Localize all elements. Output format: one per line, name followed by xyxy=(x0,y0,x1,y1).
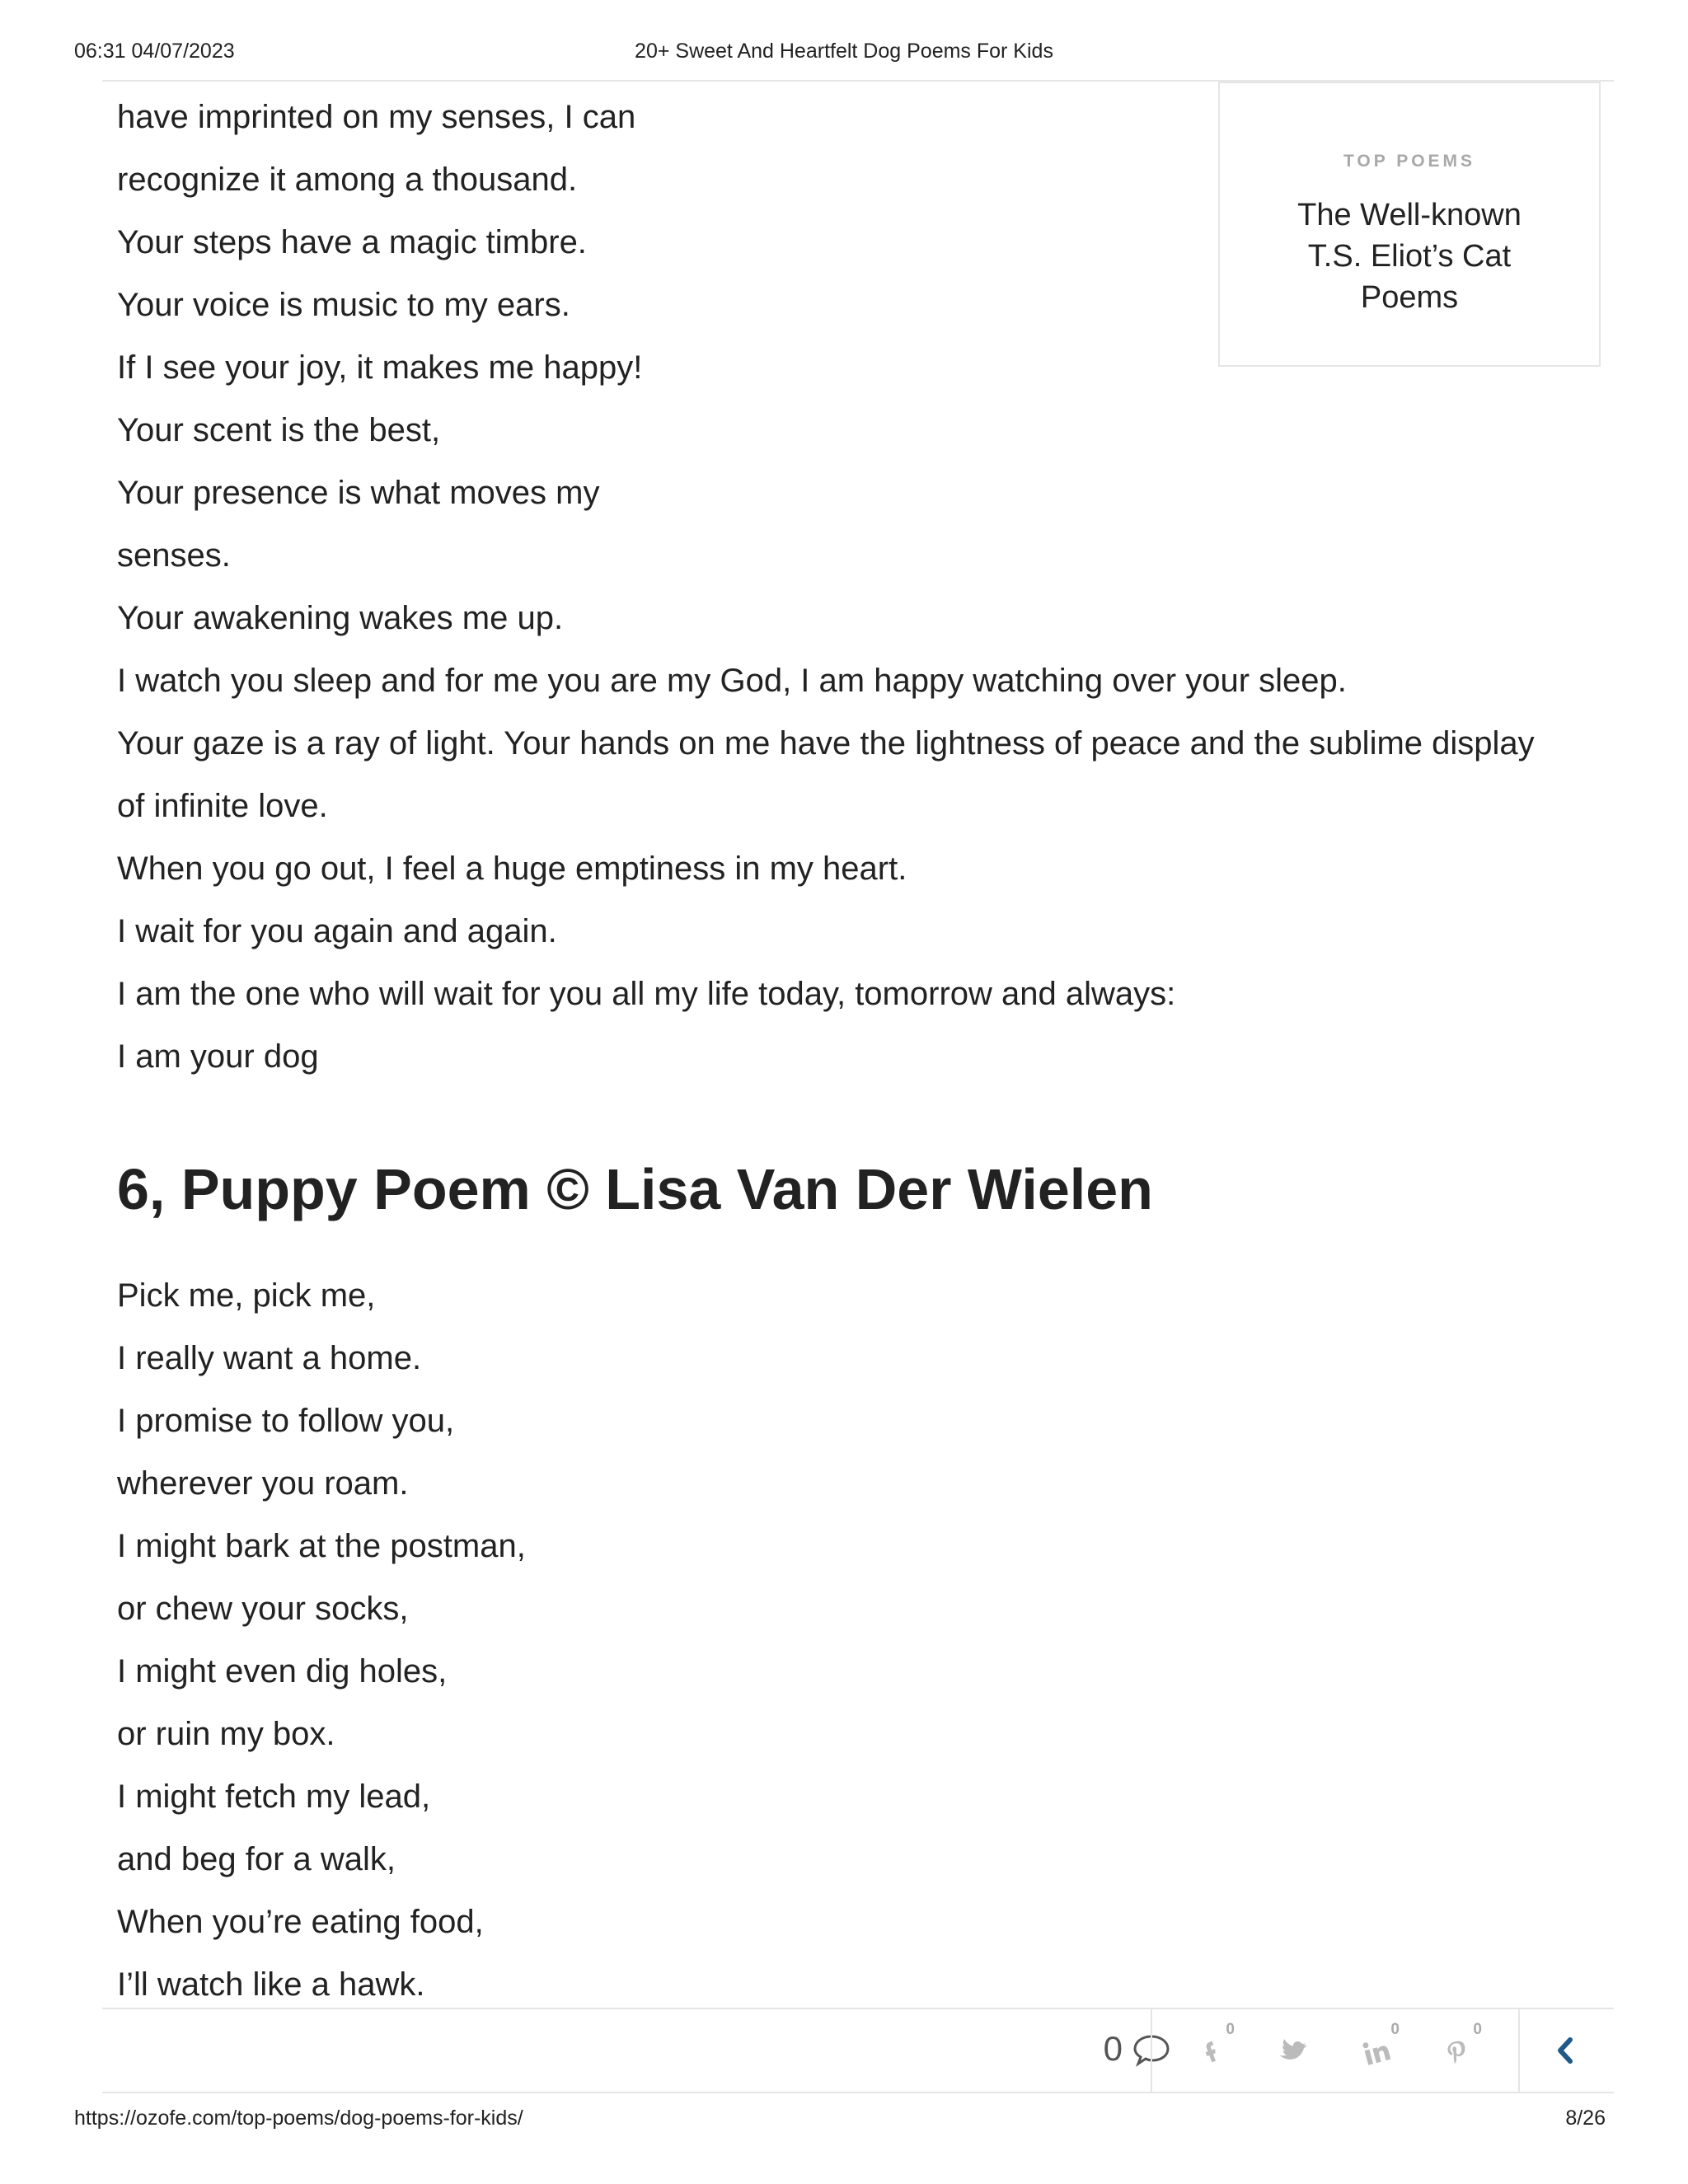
page-number: 8/26 xyxy=(1565,2107,1606,2130)
poem-line: or chew your socks, xyxy=(117,1591,409,1627)
chevron-left-icon xyxy=(1520,2009,1606,2092)
poem-line: have imprinted on my senses, I can xyxy=(117,99,636,135)
poem-line: I am the one who will wait for you all my life today, tomorrow and always: xyxy=(117,976,1176,1012)
share-divider xyxy=(1151,2009,1152,2092)
poem-line: When you go out, I feel a huge emptiness in my heart. xyxy=(117,851,907,887)
poem-line: Your presence is what moves my xyxy=(117,475,600,511)
widget-kicker: TOP POEMS xyxy=(1343,152,1476,171)
pinterest-share-count: 0 xyxy=(1473,2021,1482,2038)
poem-line: I watch you sleep and for me you are my God, I am happy watching over your sleep. xyxy=(117,663,1347,699)
pinterest-share-button[interactable] xyxy=(1437,2021,1482,2072)
linkedin-share-button[interactable] xyxy=(1355,2021,1400,2072)
poem-line: I am your dog xyxy=(117,1038,319,1075)
poem-line: senses. xyxy=(117,537,231,574)
share-bar xyxy=(102,2008,1614,2093)
print-url: https://ozofe.com/top-poems/dog-poems-for-kids/ xyxy=(74,2107,523,2130)
poem-6-body xyxy=(117,1264,1592,2016)
print-datetime: 06:31 04/07/2023 xyxy=(74,40,235,63)
poem-line: Your gaze is a ray of light. Your hands on me have the lightness of peace and the sublime display xyxy=(117,725,1535,762)
poem-line: When you’re eating food, xyxy=(117,1904,484,1940)
section-heading: 6, Puppy Poem © Lisa Van Der Wielen xyxy=(117,1157,1153,1221)
poem-line: Your voice is music to my ears. xyxy=(117,287,570,323)
facebook-share-count: 0 xyxy=(1226,2021,1235,2038)
poem-line: I’ll watch like a hawk. xyxy=(117,1966,425,2003)
print-page-title: 20+ Sweet And Heartfelt Dog Poems For Kids xyxy=(635,40,1053,63)
poem-line: Your scent is the best, xyxy=(117,412,441,448)
print-footer xyxy=(0,2107,1688,2135)
print-header xyxy=(0,40,1688,68)
top-poems-widget[interactable] xyxy=(1218,82,1601,367)
poem-line: Your awakening wakes me up. xyxy=(117,600,564,636)
widget-article-link[interactable]: The Well-known T.S. Eliot’s Cat Poems xyxy=(1297,198,1522,315)
comments-button[interactable] xyxy=(1009,2009,1198,2092)
twitter-share-button[interactable] xyxy=(1273,2031,1314,2072)
poem-line: I wait for you again and again. xyxy=(117,913,557,949)
poem-line: I might fetch my lead, xyxy=(117,1779,431,1815)
poem-line: or ruin my box. xyxy=(117,1716,335,1752)
back-button[interactable] xyxy=(1520,2009,1606,2092)
poem-line: If I see your joy, it makes me happy! xyxy=(117,349,643,386)
poem-line: I might bark at the postman, xyxy=(117,1528,526,1564)
poem-line: recognize it among a thousand. xyxy=(117,162,578,198)
poem-line: of infinite love. xyxy=(117,788,328,824)
poem-line: wherever you roam. xyxy=(117,1465,409,1502)
comment-count: 0 xyxy=(1103,2029,1123,2068)
poem-line: Your steps have a magic timbre. xyxy=(117,224,587,260)
linkedin-share-count: 0 xyxy=(1390,2021,1400,2038)
facebook-share-button[interactable] xyxy=(1190,2021,1235,2072)
poem-line: and beg for a walk, xyxy=(117,1841,396,1877)
poem-line: Pick me, pick me, xyxy=(117,1277,376,1314)
poem-line: I promise to follow you, xyxy=(117,1403,455,1439)
poem-line: I really want a home. xyxy=(117,1340,422,1376)
poem-line: I might even dig holes, xyxy=(117,1653,448,1690)
twitter-icon xyxy=(1273,2031,1314,2072)
